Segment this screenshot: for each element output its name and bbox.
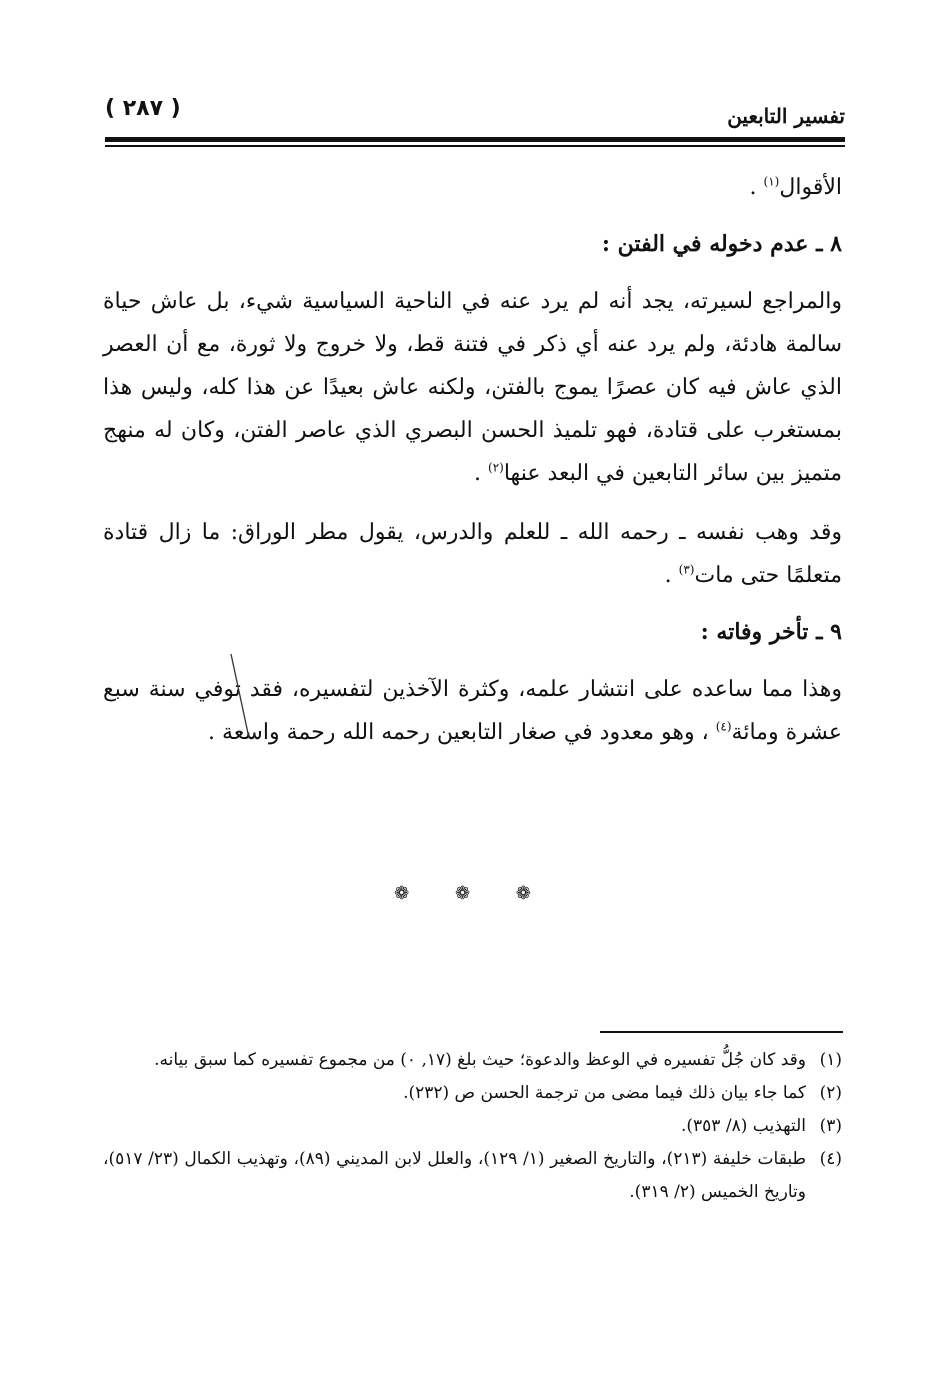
footnote-ref-1: (١) <box>763 174 780 189</box>
footnote-2 <box>103 1077 842 1110</box>
running-title: تفسير التابعين <box>727 104 845 128</box>
header-rule-thick <box>105 137 845 142</box>
footnote-4 <box>103 1143 842 1209</box>
paragraph-end: . <box>664 563 679 588</box>
paragraph-section-8b <box>103 511 842 597</box>
pencil-stroke-mark <box>229 652 253 742</box>
body-text <box>103 166 842 754</box>
paragraph-end: . <box>749 175 764 200</box>
footnote-3 <box>103 1110 842 1143</box>
footnote-separator <box>600 1031 843 1033</box>
section-ornament: ❁ ❁ ❁ <box>394 883 551 904</box>
paragraph-section-8 <box>103 280 842 495</box>
header-rule-thin <box>105 145 845 147</box>
footnote-text: طبقات خليفة (٢١٣)، والتاريخ الصغير (١/ ١٢٩)، والعلل لابن المديني (٨٩)، وتهذيب الكمال (٢٣/ ٥١٧)، وتاريخ الخميس (٢/ ٣١٩). <box>103 1149 806 1202</box>
footnote-number: (١) <box>819 1050 842 1070</box>
footnote-ref-3: (٣) <box>678 562 695 577</box>
footnote-text: وقد كان جُلُّ تفسيره في الوعظ والدعوة؛ حيث بلغ (١٧, ٠) من مجموع تفسيره كما سبق بيانه. <box>154 1050 806 1070</box>
page-number: ( ٢٨٧ ) <box>105 96 181 121</box>
paragraph-section-9 <box>103 668 842 754</box>
paragraph-text: والمراجع لسيرته، يجد أنه لم يرد عنه في الناحية السياسية شيء، بل عاش حياة سالمة هادئة، ولم يرد عنه أي ذكر في فتنة قط، ولا خروج ولا ثورة، مع أن العصر الذي عاش فيه كان عصرًا يموج بالفتن، ولكنه عاش بعيدًا عن هذا كله، وليس هذا بمستغرب على قتادة، فهو تلميذ الحسن البصري الذي عاصر الفتن، وكان له منهج متميز بين سائر التابعين في البعد عنها <box>103 289 842 486</box>
footnote-text: التهذيب (٨/ ٣٥٣). <box>681 1116 806 1136</box>
footnote-number: (٤) <box>819 1149 842 1169</box>
paragraph-text: وقد وهب نفسه ـ رحمه الله ـ للعلم والدرس، يقول مطر الوراق: ما زال قتادة متعلمًا حتى مات <box>103 520 842 588</box>
page-header <box>105 96 845 136</box>
section-heading-8: ٨ ـ عدم دخوله في الفتن : <box>601 231 842 257</box>
footnotes <box>103 1044 842 1209</box>
footnote-number: (٣) <box>819 1116 842 1136</box>
paragraph-end: ، وهو معدود في صغار التابعين رحمه الله رحمة واسعة . <box>208 720 716 745</box>
paragraph-text: وهذا مما ساعده على انتشار علمه، وكثرة الآخذين لتفسيره، فقد توفي سنة سبع عشرة ومائة <box>103 677 842 745</box>
paragraph-continuation <box>103 166 842 209</box>
paragraph-text: الأقوال <box>779 175 842 200</box>
footnote-ref-2: (٢) <box>488 460 504 475</box>
paragraph-end: . <box>474 461 489 486</box>
footnote-1 <box>103 1044 842 1077</box>
footnote-number: (٢) <box>819 1083 842 1103</box>
section-heading-9: ٩ ـ تأخر وفاته : <box>700 619 842 645</box>
footnote-text: كما جاء بيان ذلك فيما مضى من ترجمة الحسن ص (٢٣٢). <box>403 1083 806 1103</box>
footnote-ref-4: (٤) <box>715 719 732 734</box>
